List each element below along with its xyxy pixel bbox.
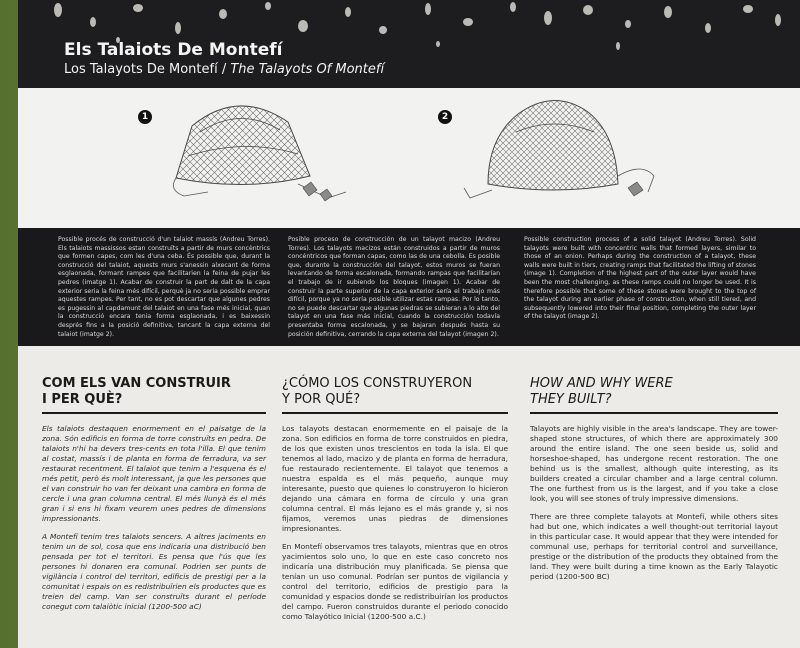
caption-band <box>18 228 800 346</box>
heading-rule <box>282 412 508 414</box>
paragraph-english-1: Talayots are highly visible in the area's landscape. They are tower-shaped stone structures, of which there are approximately 300 around the entire island. The one seen beside us, solid and horseshoe-shaped, has undergone recent restoration. The one behind us is the smallest, although quite interesting, as its builders created a circular chamber and a large central column. The one furthest from us is the largest, and if you take a close look, you will see stones of truly impressive dimensions. <box>530 424 778 503</box>
title-separator: / <box>217 62 231 77</box>
construction-illustrations <box>18 88 800 228</box>
section-english <box>530 376 778 590</box>
figure-number-1: 1 <box>138 110 152 124</box>
paragraph-catalan-1: Els talaiots destaquen enormement en el paisatge de la zona. Són edificis en forma de torre construïts en pedra. De talaiots n'hi ha devers tres-cents en tota l'illa. El que tenim al costat, massís i de planta en forma de ferradura, va ser restaurat recentment. El talaiot que tenim a l'esquena és el més petit, però és molt interessant, ja que les persones que el van construir ho van fer deixant una cambra en forma de cercle i una gran columna central. El més llunyà és el més gran i si ens hi fixam veurem unes pedres de dimensions impressionants. <box>42 424 266 523</box>
sign-title-spanish: Los Talayots De Montefí <box>64 62 218 77</box>
caption-spanish: Posible proceso de construcción de un talayot macizo (Andreu Torres). Los talayots macizos están construidos a partir de muros concéntricos que forman capas, como las de una cebolla. Es posible que, durante la construcción del talayot, estos muros se fueran levantando de forma escalonada, formando rampas que facilitarían el trabajo de ir subiendo los bloques (imagen 1). Acabar de construir la parte superior de la capa exterior sería el trabajo más difícil, porque ya no sería posible utilizar estas rampas. Por lo tanto, no se puede descartar que algunas piedras se subieran a lo alto del talayot en una fase más inicial, cuando la construcción todavía presentaba forma escalonada, y se bajaran después hasta su posición definitiva, cerrando la capa externa del talayot (imagen 2). <box>288 236 500 338</box>
sign-title-english: The Talayots Of Montefí <box>230 62 385 77</box>
sign-subtitle <box>64 62 384 77</box>
figure-number-2: 2 <box>438 110 452 124</box>
information-sign <box>18 0 800 648</box>
caption-english: Possible construction process of a solid talayot (Andreu Torres). Solid talayots were built with concentric walls that formed layers, similar to those of an onion. Perhaps during the construction of a talayot, these walls were built in tiers, creating ramps that facilitated the lifting of stones (image 1). Completion of the highest part of the outer layer would have been the most challenging, as these ramps could no longer be used. It is therefore possible that some of these stones were brought to the top of the talayot during an earlier phase of construction, when still tiered, and subsequently lowered into their final position, completing the outer layer of the talayot (image 2). <box>524 236 756 321</box>
paragraph-catalan-2: A Montefí tenim tres talaiots sencers. A altres jaciments en tenim un de sol, cosa que ens indicaria una distribució ben pensada per tot el territori. Es pensa que l'ús que les persones hi donaren era comunal. Podrien ser punts de vigilància i control del territori, edificis de prestigi per a la comunitat i espais on es redistribuïrien els productes que es treien del camp. Van ser construïts durant el període conegut com talaiòtic inicial (1200-500 aC) <box>42 532 266 611</box>
sign-title-catalan: Els Talaiots De Montefí <box>64 40 283 60</box>
sign-header <box>18 0 800 88</box>
heading-english-line1: HOW AND WHY WERE <box>530 376 673 391</box>
heading-rule <box>530 412 778 414</box>
heading-english-line2: THEY BUILT? <box>530 392 612 407</box>
talayot-sketch-tiered-icon <box>148 92 348 218</box>
section-catalan <box>42 376 266 620</box>
heading-rule <box>42 412 266 414</box>
heading-catalan-line1: COM ELS VAN CONSTRUIR <box>42 376 231 391</box>
paragraph-spanish-2: En Montefí observamos tres talayots, mientras que en otros yacimientos solo uno, lo que en este caso concreto nos indicaría una distribución muy planificada. Se piensa que tenían un uso comunal. Podrían ser puntos de vigilancia y control del territorio, edificios de prestigio para la comunidad y espacios donde se redistribuirían los productos del campo. Fueron construidos durante el periodo conocido como Talayótico Inicial (1200-500 a.C.) <box>282 542 508 621</box>
heading-catalan-line2: I PER QUÈ? <box>42 392 123 407</box>
heading-spanish-line1: ¿CÓMO LOS CONSTRUYERON <box>282 376 473 391</box>
heading-spanish-line2: Y POR QUÉ? <box>282 392 361 407</box>
paragraph-spanish-1: Los talayots destacan enormemente en el paisaje de la zona. Son edificios en forma de torre construidos en piedra, de los que existen unos trescientos en toda la isla. El que tenemos al lado, macizo y de planta en forma de herradura, fue restaurado recientemente. El talayot que tenemos a nuestra espalda es el más pequeño, aunque muy interesante, puesto que quienes lo construyeron lo hicieron dejando una cámara en forma de círculo y una gran columna central. El más lejano es el más grande y, si nos fijamos, veremos unas piedras de dimensiones impresionantes. <box>282 424 508 533</box>
caption-catalan: Possible procés de construcció d'un talaiot massís (Andreu Torres). Els talaiots massissos estan construïts a partir de murs concèntrics que formen capes, com les d'una ceba. És possible que, durant la construcció del talaiot, aquests murs s'anessin alxecant de forma esglaonada, formant rampes que facilitarien la feina de pujar les pedres (imatge 1). Acabar de construir la part de dalt de la capa exterior seria la feina més difícil, perquè ja no seria possible emprar aquestes rampes. Per tant, no es pot descartar que algunes pedres es pugessin al capdamunt del talaiot en una fase més inicial, quan la construcció encara tenia forma esglaonada, i es baixessin després fins a la posició definitiva, tancant la capa externa del talaiot (imatge 2). <box>58 236 270 338</box>
section-spanish <box>282 376 508 630</box>
paragraph-english-2: There are three complete talayots at Montefí, while others sites had but one, which indicates a well thought-out territorial layout in this particular case. It would appear that they were intended for communal use, perhaps for territorial control and surveillance, prestige or the distribution of the products they obtained from the land. They were built during a time known as the Early Talayotic period (1200-500 BC) <box>530 512 778 581</box>
talayot-sketch-complete-icon <box>458 92 668 218</box>
